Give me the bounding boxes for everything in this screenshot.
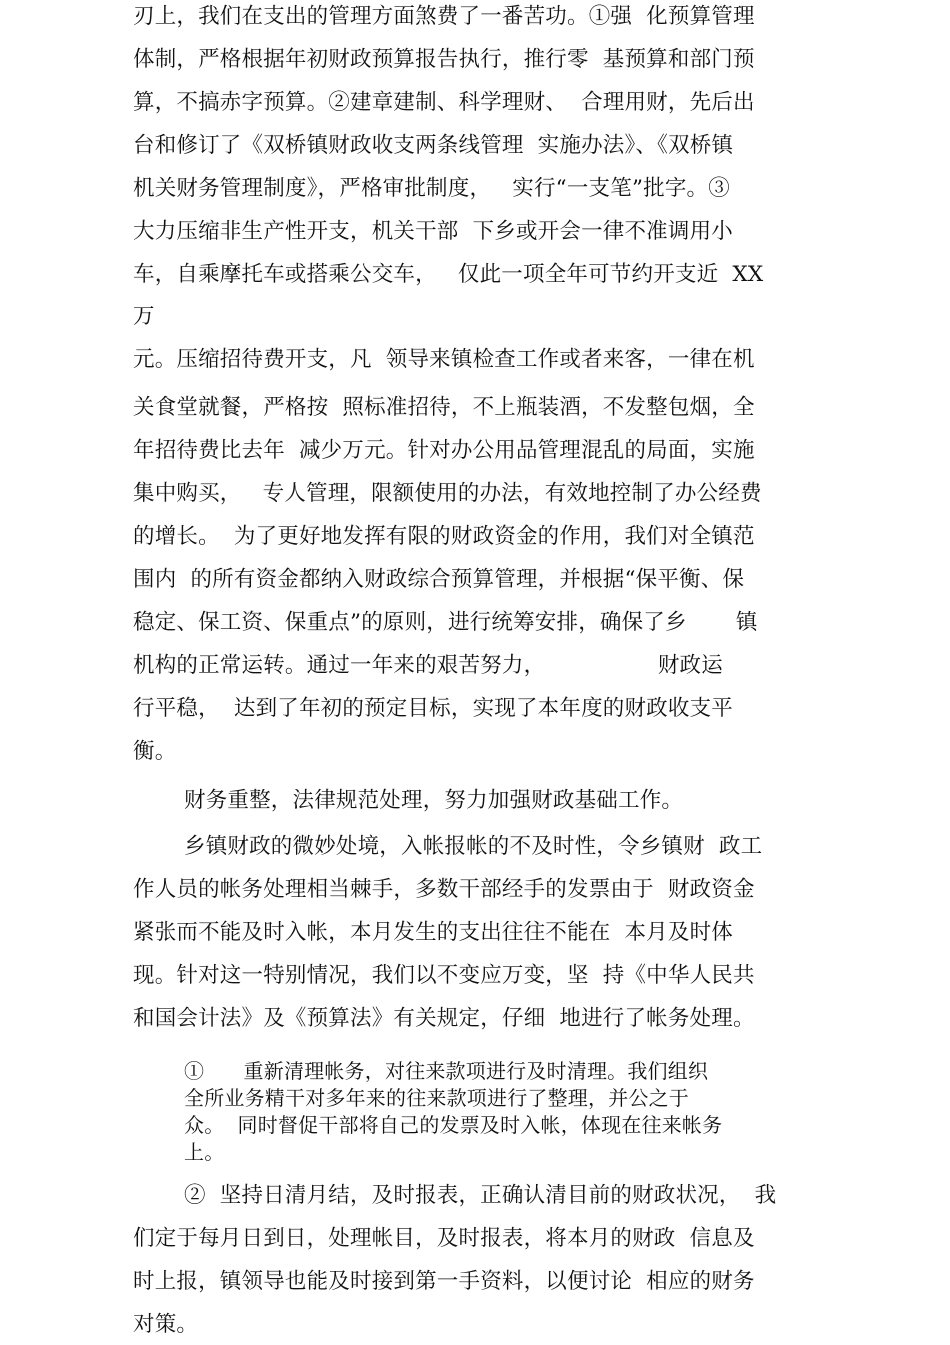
text-line: 衡。 xyxy=(133,739,177,764)
text-line: 作人员的帐务处理相当棘手，多数干部经手的发票由于 财政资金 xyxy=(133,877,755,902)
text-line: 和国会计法》及《预算法》有关规定，仔细 地进行了帐务处理。 xyxy=(133,1006,755,1031)
text-line: 行平稳， 达到了年初的预定目标，实现了本年度的财政收支平 xyxy=(133,696,733,721)
text-line: 车，自乘摩托车或搭乘公交车， 仅此一项全年可节约开支近 XX xyxy=(133,262,764,287)
text-line: 体制，严格根据年初财政预算报告执行，推行零 基预算和部门预 xyxy=(133,47,755,72)
text-line: 紧张而不能及时入帐，本月发生的支出往往不能在 本月及时体 xyxy=(133,920,733,945)
list-item-line: 上。 xyxy=(184,1140,225,1164)
text-line: 机关财务管理制度》，严格审批制度， 实行“一支笔”批字。③ xyxy=(133,176,730,201)
text-line: 的增长。 为了更好地发挥有限的财政资金的作用，我们对全镇范 xyxy=(133,524,755,549)
text-line: 稳定、保工资、保重点”的原则，进行统筹安排，确保了乡 镇 xyxy=(133,610,758,635)
text-line: 对策。 xyxy=(133,1312,199,1337)
list-item-line: 全所业务精干对多年来的往来款项进行了整理，并公之于 xyxy=(184,1086,689,1110)
text-line: 元。压缩招待费开支，凡 领导来镇检查工作或者来客，一律在机 xyxy=(133,347,755,372)
text-line: 乡镇财政的微妙处境，入帐报帐的不及时性，令乡镇财 政工 xyxy=(184,834,763,859)
text-line: 围内 的所有资金都纳入财政综合预算管理，并根据“保平衡、保 xyxy=(133,567,745,592)
text-line: 刃上，我们在支出的管理方面煞费了一番苦功。①强 化预算管理 xyxy=(133,4,755,29)
list-item-line: 众。 同时督促干部将自己的发票及时入帐，体现在往来帐务 xyxy=(184,1113,723,1137)
section-heading: 财务重整，法律规范处理，努力加强财政基础工作。 xyxy=(184,788,684,813)
text-line: 集中购买， 专人管理，限额使用的办法，有效地控制了办公经费 xyxy=(133,481,762,506)
text-line: 们定于每月日到日，处理帐目，及时报表，将本月的财政 信息及 xyxy=(133,1226,755,1251)
text-line: 关食堂就餐，严格按 照标准招待，不上瓶装酒，不发整包烟，全 xyxy=(133,395,755,420)
text-line: 算，不搞赤字预算。②建章建制、科学理财、 合理用财，先后出 xyxy=(133,90,755,115)
text-line: 万 xyxy=(133,304,155,329)
text-line: 时上报，镇领导也能及时接到第一手资料，以便讨论 相应的财务 xyxy=(133,1269,755,1294)
text-line: 大力压缩非生产性开支，机关干部 下乡或开会一律不准调用小 xyxy=(133,219,733,244)
list-item-line: ② 坚持日清月结，及时报表，正确认清目前的财政状况， 我 xyxy=(184,1183,777,1208)
text-line: 年招待费比去年 减少万元。针对办公用品管理混乱的局面，实施 xyxy=(133,438,755,463)
list-item-line: ① 重新清理帐务，对往来款项进行及时清理。我们组织 xyxy=(184,1059,709,1083)
text-line: 机构的正常运转。通过一年来的艰苦努力， 财政运 xyxy=(133,653,723,678)
text-line: 台和修订了《双桥镇财政收支两条线管理 实施办法》、《双桥镇 xyxy=(133,133,734,158)
text-line: 现。针对这一特别情况，我们以不变应万变，坚 持《中华人民共 xyxy=(133,963,755,988)
